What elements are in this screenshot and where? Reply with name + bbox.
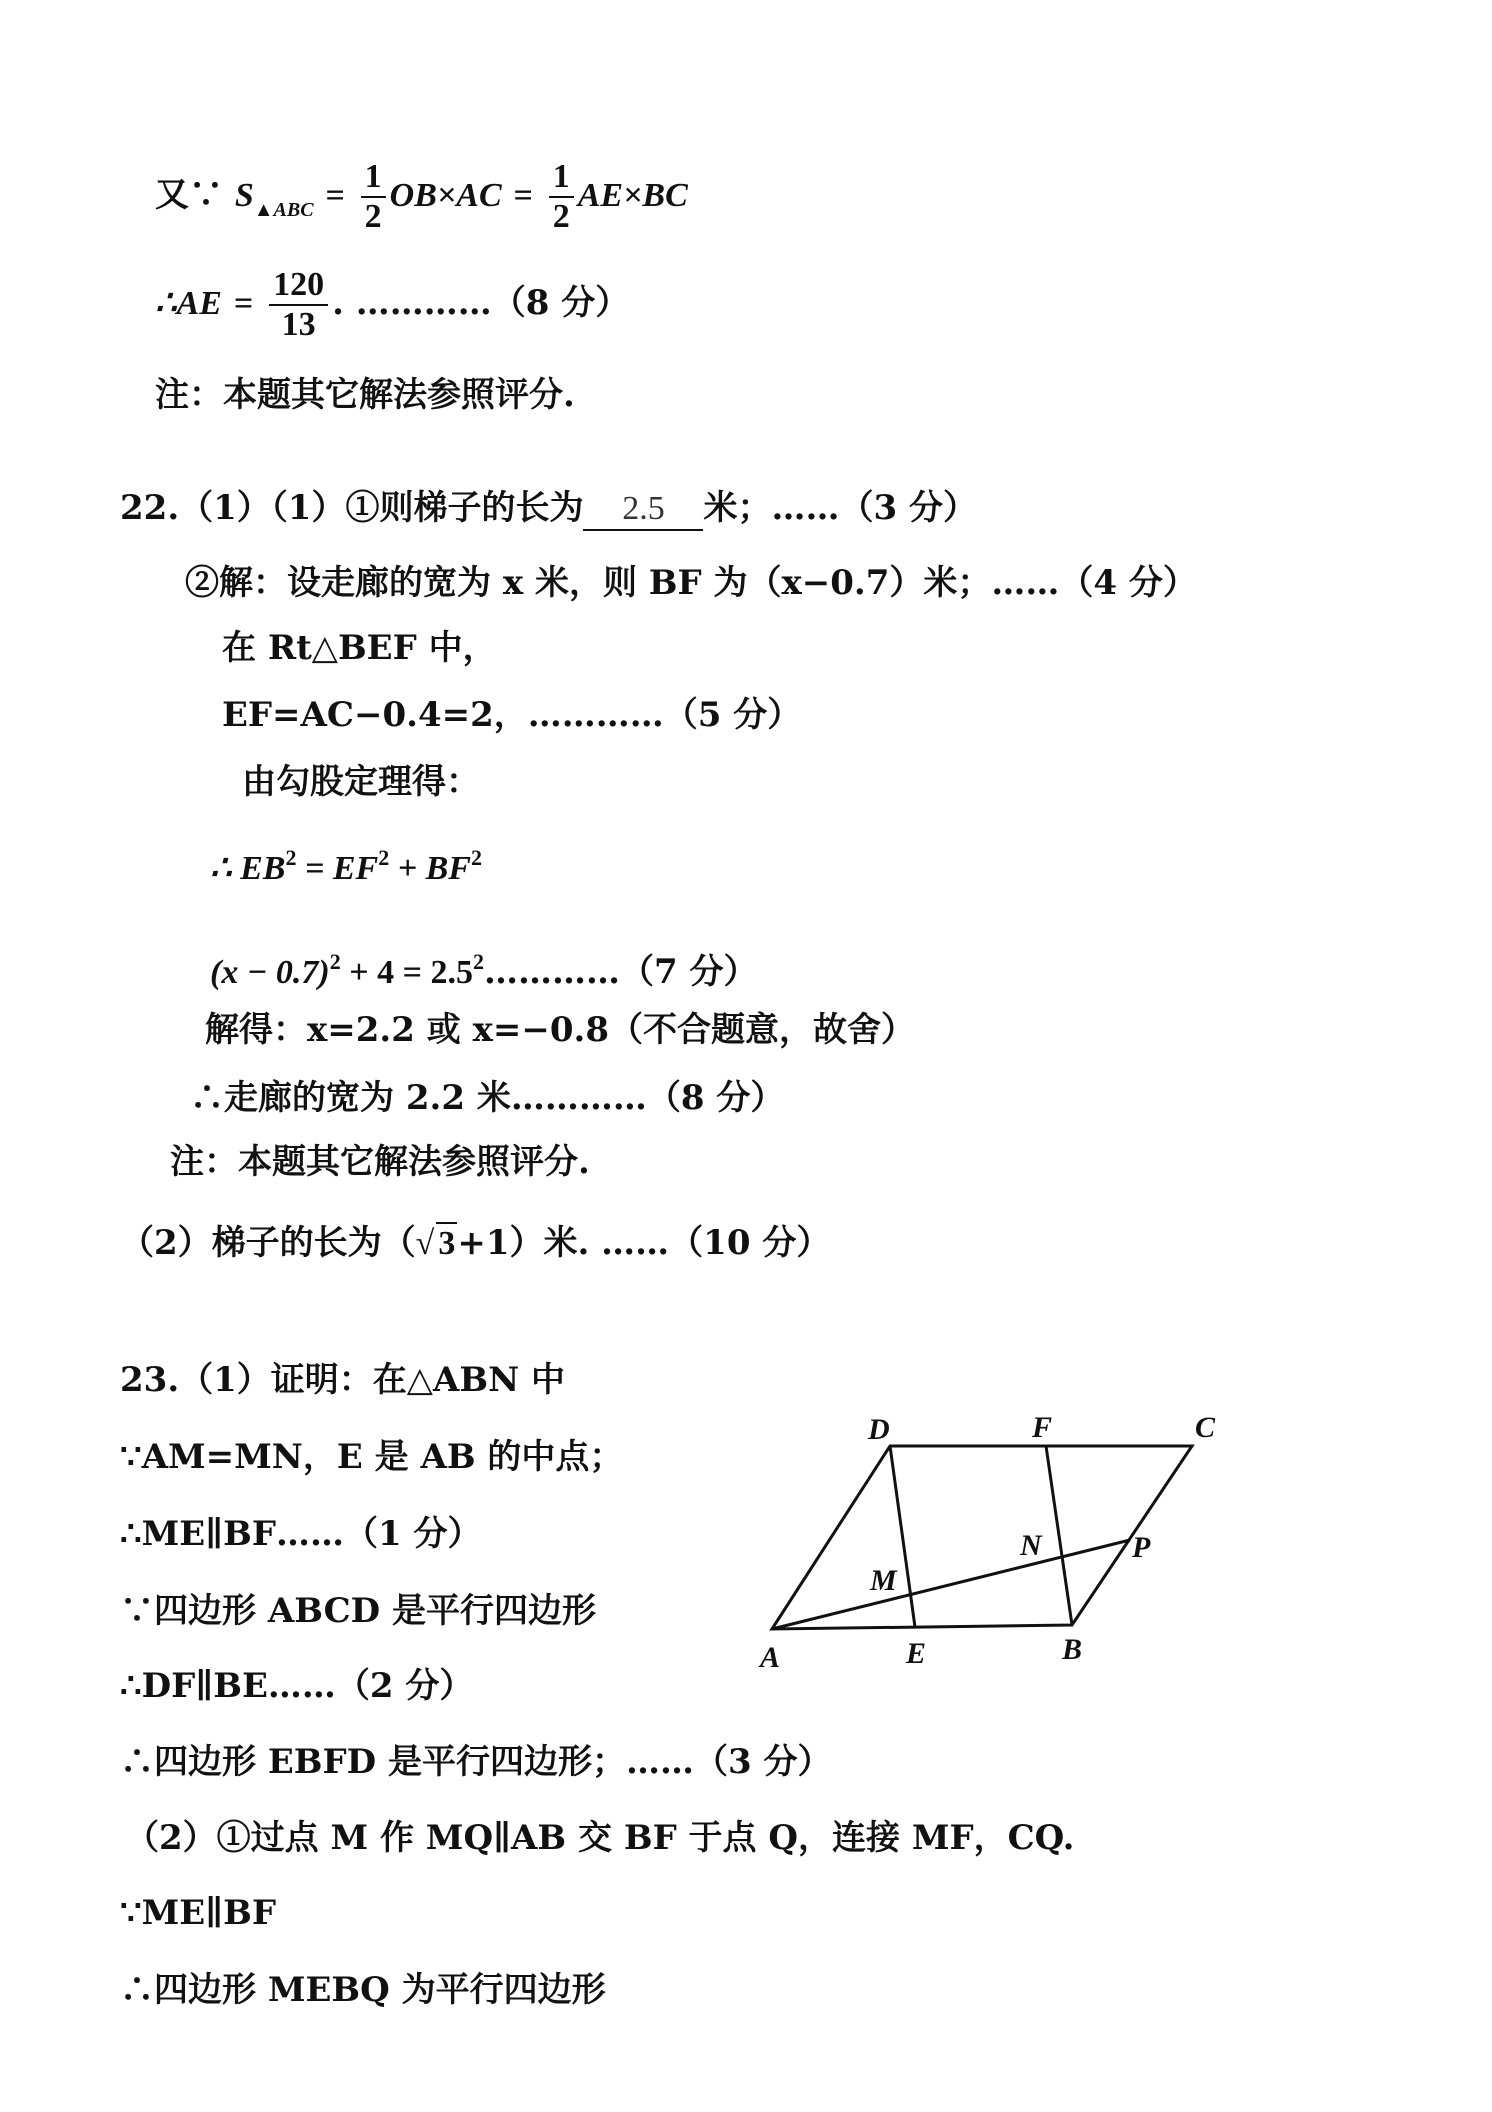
- q23-line6: （2）①过点 M 作 MQ∥AB 交 BF 于点 Q，连接 MF，CQ.: [125, 1818, 1075, 1858]
- label-b: B: [1062, 1633, 1083, 1666]
- q23-line4: ∴DF∥BE……（2 分）: [120, 1666, 474, 1706]
- half-fraction-2: $\frac{1}{2}$: [549, 158, 574, 236]
- note-22: 注：本题其它解法参照评分.: [170, 1142, 590, 1182]
- segment-ap: [772, 1540, 1130, 1629]
- q22-solution-setup: ②解：设走廊的宽为 x 米，则 BF 为（x−0.7）米；……（4 分）: [185, 563, 1197, 603]
- q23-heading: 23.（1）证明：在△ABN 中: [120, 1360, 565, 1400]
- area-equation: 又∵ $S_{▲ABC}$ = $\frac{1}{2}$ OB×AC = $\frac{1}{2}$ AE×BC: [155, 158, 688, 235]
- label-p: P: [1132, 1531, 1151, 1564]
- q22-ef-line: EF=AC−0.4=2，…………（5 分）: [222, 695, 802, 735]
- label-n: N: [1020, 1529, 1042, 1562]
- ae-result: ∴AE = $\frac{120}{13}$ . …………（8 分）: [155, 266, 630, 343]
- segment-fb: [1046, 1446, 1072, 1625]
- q22-heading: 22.（1）（1）①则梯子的长为 2.5 米；……（3 分）: [120, 488, 977, 531]
- q23-line1: ∵AM=MN，E 是 AB 的中点；: [120, 1437, 624, 1477]
- parallelogram-figure: [750, 1405, 1270, 1695]
- parallelogram-abcd: [772, 1446, 1192, 1629]
- label-m: M: [870, 1564, 897, 1597]
- q23-line3: ∵四边形 ABCD 是平行四边形: [120, 1591, 596, 1631]
- q22-rt-triangle: 在 Rt△BEF 中，: [222, 628, 497, 668]
- q22-eq1: ∴ $EB^2 = EF^2 + BF^2$: [210, 845, 482, 887]
- label-f: F: [1032, 1411, 1053, 1444]
- q23-line8: ∴四边形 MEBQ 为平行四边形: [120, 1970, 606, 2010]
- q23-line7: ∵ME∥BF: [120, 1893, 277, 1933]
- half-fraction-1: $\frac{1}{2}$: [361, 158, 386, 236]
- label-c: C: [1195, 1411, 1216, 1444]
- figure-lines: [772, 1446, 1192, 1629]
- note-21: 注：本题其它解法参照评分.: [155, 375, 575, 415]
- label-a: A: [760, 1641, 781, 1674]
- label-e: E: [906, 1637, 927, 1670]
- q22-eq2: $(x - 0.7)^2 + 4$ = $2.5^2\dots\dots\dots\dots(7$ 分）: [210, 949, 758, 992]
- answer-blank: 2.5: [583, 489, 703, 531]
- label-d: D: [868, 1413, 890, 1446]
- q22-result: ∴走廊的宽为 2.2 米…………（8 分）: [190, 1078, 785, 1118]
- q22-solve: 解得：x=2.2 或 x=−0.8（不合题意，故舍）: [205, 1010, 915, 1050]
- ae-fraction: $\frac{120}{13}$: [269, 266, 328, 344]
- q22-pythagoras: 由勾股定理得：: [242, 762, 480, 802]
- q22-part2: （2）梯子的长为（√ 3+1）米. ……（10 分）: [120, 1223, 831, 1263]
- q23-line2: ∴ME∥BF……（1 分）: [120, 1514, 482, 1554]
- q23-line5: ∴四边形 EBFD 是平行四边形；……（3 分）: [120, 1742, 832, 1782]
